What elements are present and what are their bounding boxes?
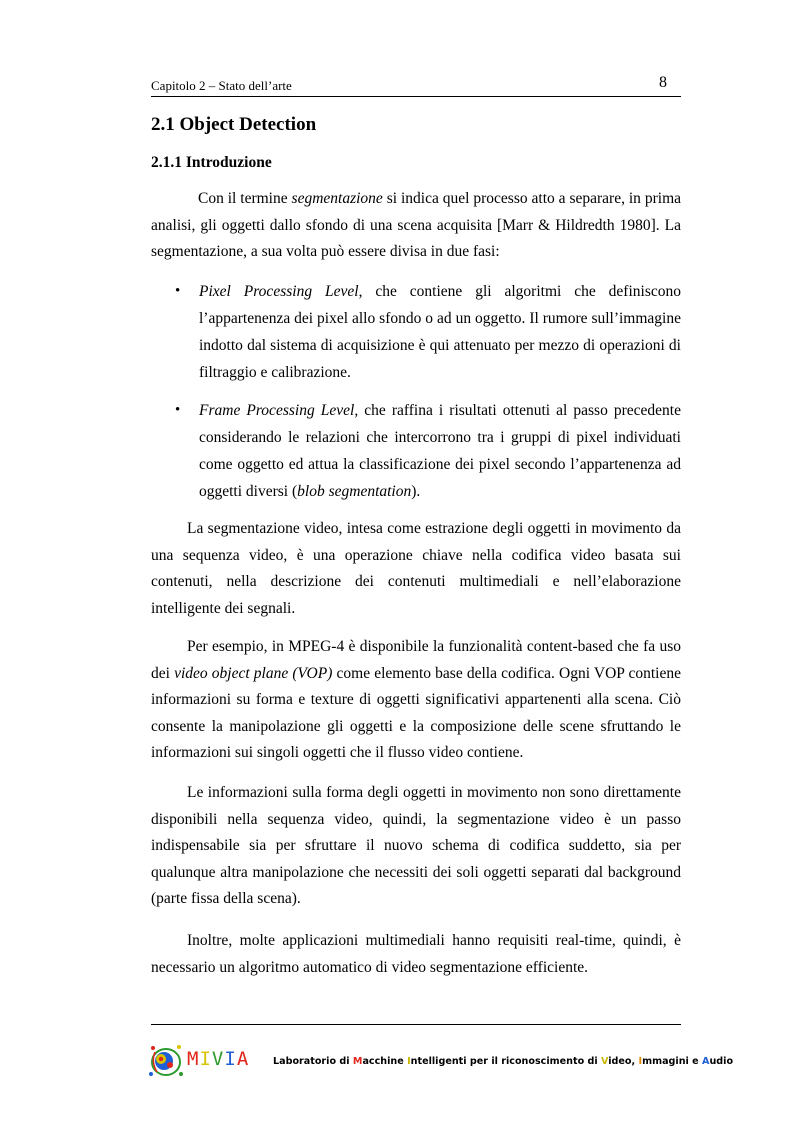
lab-name-segment: udio (709, 1056, 734, 1067)
footer-rule (151, 1024, 681, 1025)
logo-letter: I (199, 1048, 212, 1070)
lab-name-segment: V (601, 1056, 609, 1067)
lab-name (273, 1056, 733, 1067)
paragraph-realtime: Inoltre, molte applicazioni multimediali hanno requisiti real-time, quindi, è necessario un algoritmo automatico di video segmentazione efficiente. (151, 932, 681, 976)
bullet-item-frame-processing: Frame Processing Level, che raffina i risultati ottenuti al passo precedente considerando le relazioni che intercorrono tra i gruppi di pixel individuati come oggetto ed attua la classificazione dei pixel secondo l’appartenenza ad oggetti diversi (blob segmentation). (199, 402, 681, 500)
logo-letter: A (236, 1048, 250, 1070)
lab-name-segment: acchine (362, 1056, 408, 1067)
mivia-logo-text (187, 1048, 249, 1070)
mivia-logo-icon (145, 1040, 187, 1084)
intro-paragraph: Con il termine segmentazione si indica quel processo atto a separare, in prima analisi, gli oggetti dallo sfondo di una scena acquisita [Marr & Hildredth 1980]. La segmentazione, a sua volta può essere divisa in due fasi: (151, 190, 682, 260)
term-segmentazione: segmentazione (291, 190, 383, 207)
running-header: Capitolo 2 – Stato dell’arte (151, 78, 292, 93)
section-title: 2.1 Object Detection (151, 114, 317, 135)
logo-letter: V (211, 1048, 225, 1070)
paragraph-video-segmentation: La segmentazione video, intesa come estrazione degli oggetti in movimento da una sequenza video, è una operazione chiave nella codifica video basata sui contenuti, nella descrizione dei contenuti multimediali e nell’elaborazione intelligente dei segnali. (151, 520, 681, 617)
logo-letter: I (224, 1048, 237, 1070)
lab-name-segment: M (352, 1056, 363, 1067)
page-number: 8 (659, 74, 667, 91)
header-rule (151, 96, 681, 97)
lab-name-segment: I (407, 1056, 411, 1067)
bullet-item-pixel-processing: Pixel Processing Level, che contiene gli algoritmi che definiscono l’appartenenza dei pixel allo sfondo o ad un oggetto. Il rumore sull’immagine indotto dal sistema di acquisizione è qui attenuato per mezzo di operazioni di filtraggio e calibrazione. (199, 283, 681, 381)
subsection-title: 2.1.1 Introduzione (151, 154, 272, 171)
term-vop: video object plane (VOP) (174, 664, 333, 682)
lab-name-segment: ntelligenti per il riconoscimento di (410, 1056, 601, 1067)
paragraph-shape-info: Le informazioni sulla forma degli oggetti in movimento non sono direttamente disponibili nella sequenza video, quindi, la segmentazione video è un passo indispensabile sia per sfruttare il nuovo schema di codifica suddetto, sia per qualunque altra manipolazione che necessiti dei soli oggetti separati dal background (parte fissa della scena). (151, 784, 681, 907)
bullet-marker: • (175, 283, 181, 299)
lab-name-segment: mmagini e (642, 1056, 703, 1067)
lab-name-segment: ideo, (608, 1056, 639, 1067)
lab-name-segment: I (638, 1056, 643, 1067)
lab-name-segment: Laboratorio di (273, 1056, 353, 1067)
mivia-logo (145, 1040, 250, 1084)
logo-letter: M (187, 1048, 200, 1070)
paragraph-mpeg4: Per esempio, in MPEG-4 è disponibile la funzionalità content-based che fa uso dei video object plane (VOP) come elemento base della codifica. Ogni VOP contiene informazioni su forma e texture di oggetti significativi appartenenti alla scena. Ciò consente la manipolazione gli oggetti e la composizione delle scene sfruttando le informazioni sui singoli oggetti che il flusso video contiene. (151, 638, 681, 761)
lab-name-segment: A (702, 1056, 710, 1067)
bullet-marker: • (175, 402, 181, 418)
